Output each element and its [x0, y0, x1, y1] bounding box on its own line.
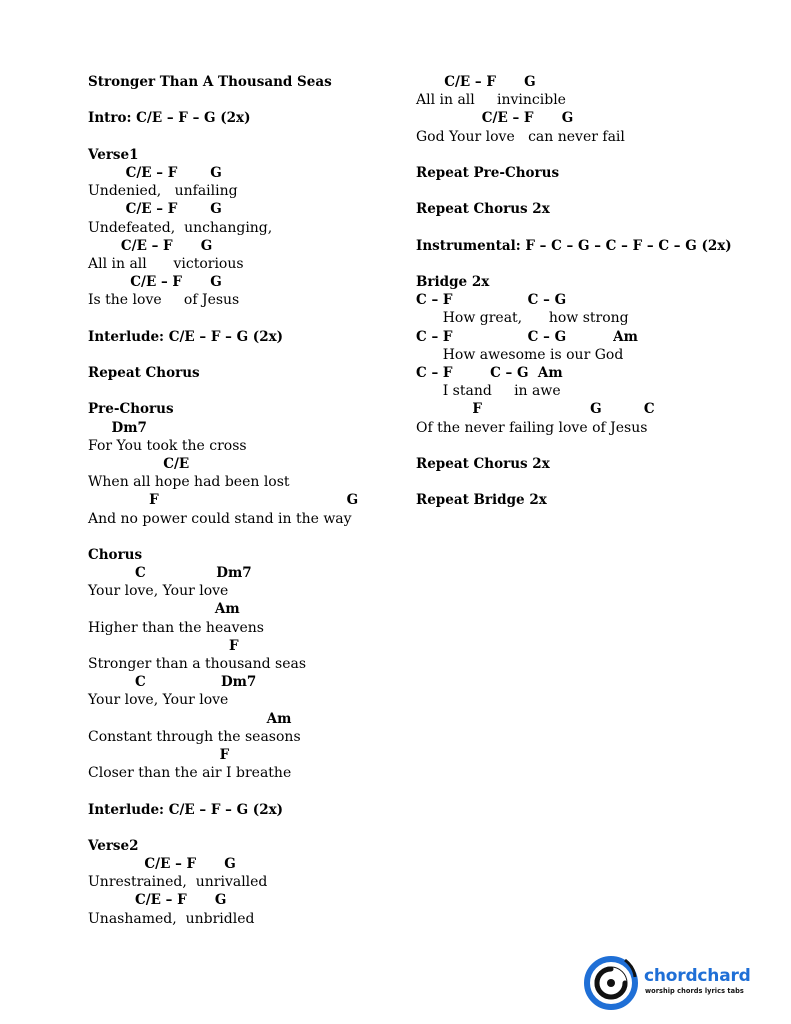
section-heading: Chorus [88, 546, 143, 563]
chord-line: F G [88, 492, 359, 509]
logo-tagline: worship chords lyrics tabs [645, 987, 744, 995]
blank-line [88, 309, 388, 327]
lyric-line: Undefeated, unchanging, [88, 219, 273, 236]
section-heading: Intro: C/E – F – G (2x) [88, 110, 251, 127]
chord-line: C/E – F G [88, 164, 222, 181]
lyric-line: How awesome is our God [416, 346, 624, 363]
section-heading: Verse2 [88, 837, 139, 854]
lyric-line: All in all invincible [416, 92, 566, 109]
chord-line: C/E – F G [416, 110, 574, 127]
lyric-line: When all hope had been lost [88, 474, 290, 491]
chord-line: C Dm7 [88, 674, 257, 691]
blank-line [88, 528, 388, 546]
blank-line [416, 255, 786, 273]
chord-line: Am [88, 710, 292, 727]
chord-line: C/E – F G [88, 201, 222, 218]
blank-line [88, 346, 388, 364]
blank-line [416, 473, 786, 491]
blank-line [88, 782, 388, 800]
blank-line [416, 182, 786, 200]
right-column [416, 73, 786, 510]
section-heading: Pre-Chorus [88, 401, 174, 418]
lyric-line: Your love, Your love [88, 692, 229, 709]
section-heading: Repeat Bridge 2x [416, 492, 547, 509]
blank-line [88, 128, 388, 146]
blank-line [88, 819, 388, 837]
lyric-line: Is the love of Jesus [88, 292, 240, 309]
lyric-line: Higher than the heavens [88, 619, 264, 636]
chord-line: C/E – F G [88, 892, 227, 909]
lyric-line: God Your love can never fail [416, 128, 625, 145]
chord-line: C/E – F G [88, 274, 222, 291]
chord-line: F G C [416, 401, 655, 418]
lyric-line: How great, how strong [416, 310, 629, 327]
blank-line [416, 219, 786, 237]
chord-line: C Dm7 [88, 565, 252, 582]
section-heading: Instrumental: F – C – G – C – F – C – G (2x) [416, 237, 732, 254]
section-heading: Interlude: C/E – F – G (2x) [88, 328, 284, 345]
chord-line: F [88, 746, 230, 763]
lyric-line: All in all victorious [88, 255, 244, 272]
lyric-line: For You took the cross [88, 437, 247, 454]
blank-line [416, 146, 786, 164]
lyric-line: Constant through the seasons [88, 728, 301, 745]
blank-line [88, 382, 388, 400]
chord-line: C – F C – G Am [416, 365, 563, 381]
section-heading: Verse1 [88, 146, 139, 163]
chordchard-logo[interactable] [584, 955, 774, 1011]
chord-line: Am [88, 601, 240, 618]
lyric-line: Closer than the air I breathe [88, 765, 292, 782]
chord-line: C/E – F G [416, 74, 536, 90]
section-heading: Repeat Chorus 2x [416, 201, 550, 218]
lyric-line: Unrestrained, unrivalled [88, 874, 268, 891]
chordchard-logo-icon [584, 955, 642, 1011]
chord-line: F [88, 637, 239, 654]
blank-line [416, 437, 786, 455]
chord-line: C – F C – G [416, 292, 567, 309]
left-column [88, 73, 388, 928]
lyric-line: And no power could stand in the way [88, 510, 352, 527]
song-title: Stronger Than A Thousand Seas [88, 74, 332, 90]
lyric-line: Unashamed, unbridled [88, 910, 255, 927]
section-heading: Repeat Pre-Chorus [416, 164, 560, 181]
section-heading: Interlude: C/E – F – G (2x) [88, 801, 284, 818]
section-heading: Repeat Chorus [88, 365, 200, 381]
section-heading: Bridge 2x [416, 274, 490, 291]
lyric-line: Stronger than a thousand seas [88, 656, 307, 672]
chord-line: C – F C – G Am [416, 328, 638, 345]
blank-line [88, 91, 388, 109]
chord-line: C/E – F G [88, 856, 236, 873]
lyric-line: I stand in awe [416, 383, 561, 400]
chord-line: C/E – F G [88, 237, 213, 254]
lyric-line: Your love, Your love [88, 583, 229, 600]
section-heading: Repeat Chorus 2x [416, 455, 550, 472]
lyric-line: Undenied, unfailing [88, 183, 238, 200]
chord-line: C/E [88, 455, 190, 472]
lyric-line: Of the never failing love of Jesus [416, 419, 648, 436]
logo-name: chordchard [644, 966, 751, 986]
chord-line: Dm7 [88, 419, 147, 436]
